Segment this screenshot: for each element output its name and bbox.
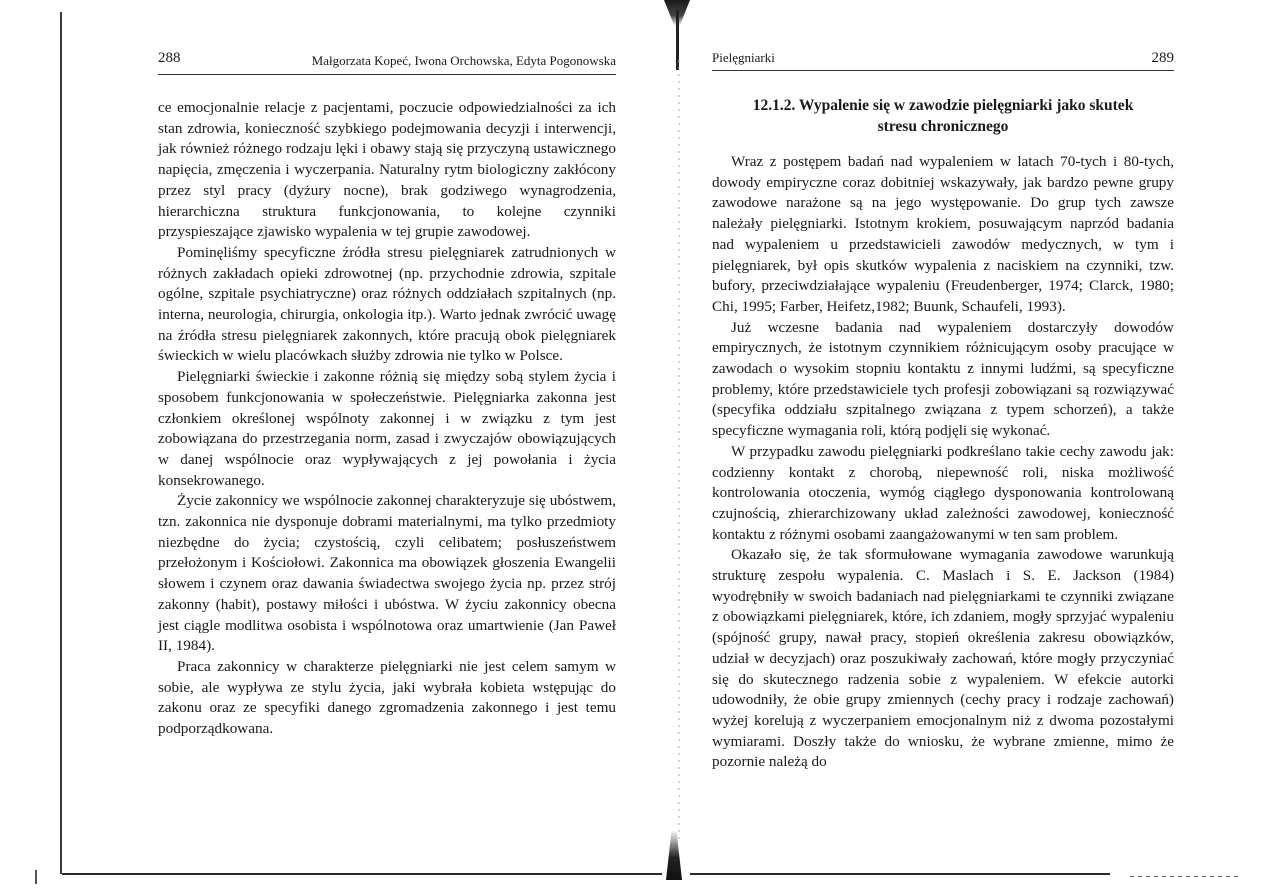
right-paragraph-2: Już wczesne badania nad wypaleniem dostarczyły dowodów empirycznych, że istotnym czynnikiem różnicującym osoby pracujące w zawodach o wysokim stopniu kontaktu z innymi ludźmi, są specyficzne problemy, które przedstawiciele tych profesji zobowiązani są rozwiązywać (specyfika oddziału szpitalnego związana z typem schorzeń), a także specyficzne wymagania roli, którą podjęli się wykonać. — [712, 318, 1174, 440]
left-page-header — [158, 50, 616, 75]
gutter-speckle — [678, 60, 680, 840]
right-page-number: 289 — [1151, 50, 1174, 66]
right-paragraph-4: Okazało się, że tak sformułowane wymagania zawodowe warunkują strukturę zespołu wypalenia. C. Maslach i S. E. Jackson (1984) wyodrębniły w swoich badaniach nad pielęgniarkami te czynniki związane z obowiązkami pielęgniarek, które, ich zdaniem, mogły sprzyjać wypaleniu (spójność grupy, nawał pracy, stopień określenia zakresu obowiązków, udział w decyzjach) oraz poszukiwały zachowań, które mogły przyczyniać się do skutecznego radzenia sobie z wypaleniem. W efekcie autorki udowodniły, że obie grupy zmiennych (cechy pracy i rodzaje zachowań) wyżej korelują z wyczerpaniem emocjonalnym niż z dwoma pozostałymi wymiarami. Doszły także do wniosku, że wybrane zmienne, mimo że pozornie należą do — [712, 546, 1174, 771]
right-paragraph-1: Wraz z postępem badań nad wypaleniem w latach 70-tych i 80-tych, dowody empiryczne coraz dobitniej wskazywały, jak bardzo pewne grupy zawodowe narażone są na jego występowanie. Do grup tych zawsze należały pielęgniarki. Istotnym krokiem, posuwającym naprzód badania nad wypaleniem u przedstawicieli zawodów medycznych, w tym i pielęgniarek, był opis skutków wypalenia z naciskiem na czynniki, tzw. bufory, przeciwdziałające wypaleniu (Freudenberger, 1974; Clarck, 1980; Chi, 1995; Farber, Heifetz,1982; Buunk, Schaufeli, 1993). — [712, 153, 1174, 315]
scan-bottom-edge-right — [690, 873, 1110, 875]
left-paragraph-4: Życie zakonnicy we wspólnocie zakonnej charakteryzuje się ubóstwem, tzn. zakonnica nie dysponuje dobrami materialnymi, ma tylko przedmioty niezbędne do życia; czystością, czyli celibatem; posłuszeństwem przełożonym i Kościołowi. Zakonnica ma obowiązek głoszenia Ewangelii słowem i czynem oraz dawania świadectwa swojego życia np. przez strój zakonny (habit), postawy miłości i ubóstwa. W życiu zakonnicy obecna jest ciągle modlitwa osobista i wspólnotowa oraz umartwienie (Jan Paweł II, 1984). — [158, 492, 616, 655]
left-page-number: 288 — [158, 50, 181, 66]
right-page-body — [712, 152, 1174, 773]
scan-bottom-edge-left — [62, 873, 662, 875]
right-page-header — [712, 50, 1174, 71]
left-paragraph-1: ce emocjonalnie relacje z pacjentami, poczucie odpowiedzialności za ich stan zdrowia, konieczność szybkiego podejmowania decyzji i interwencji, jak również różnego rodzaju lęki i obawy stają się przyczyną ustawicznego napięcia, zmęczenia i wyczerpania. Naturalny rytm biologiczny zakłócony przez styl pracy (dyżury nocne), brak godziwego wynagrodzenia, hierarchiczna struktura funkcjonowania, to kolejne czynniki przyspieszające zjawisko wypalenia w tej grupie zawodowej. — [158, 99, 616, 241]
left-paragraph-2: Pominęliśmy specyficzne źródła stresu pielęgniarek zatrudnionych w różnych zakładach opieki zdrowotnej (np. przychodnie zdrowia, szpitale ogólne, szpitale psychiatryczne) oraz różnych oddziałach szpitalnych (np. interna, neurologia, chirurgia, onkologia itp.). Warto jednak zwrócić uwagę na źródła stresu pielęgniarek zakonnych, które pracują obok pielęgniarek świeckich w wielu placówkach służby zdrowia nie tylko w Polsce. — [158, 243, 616, 365]
left-running-head: Małgorzata Kopeć, Iwona Orchowska, Edyta Pogonowska — [311, 53, 616, 68]
page-edge-mark — [35, 870, 37, 884]
scan-bottom-dash — [1130, 876, 1238, 877]
right-paragraph-3: W przypadku zawodu pielęgniarki podkreślano takie cechy zawodu jak: codzienny kontakt z chorobą, niepewność roli, niska możliwość kontrolowania otoczenia, wymóg ciągłego dysponowania kontrolowaną czujnością, zhierarchizowany układ zależności zawodowej, konieczność kontaktu z różnymi osobami zaangażowanymi w ten sam problem. — [712, 442, 1174, 543]
left-paragraph-3: Pielęgniarki świeckie i zakonne różnią się między sobą stylem życia i sposobem funkcjonowania w społeczeństwie. Pielęgniarka zakonna jest członkiem określonej wspólnoty zakonnej i w związku z tym jest zobowiązana do przestrzegania norm, zasad i zwyczajów obowiązujących w danej wspólnocie oraz wypływających z jej powołania i życia konsekrowanego. — [158, 368, 616, 489]
section-heading-line-2: stresu chronicznego — [877, 118, 1009, 135]
section-heading-line-1: 12.1.2. Wypalenie się w zawodzie pielęgniarki jako skutek — [752, 97, 1134, 114]
section-heading — [712, 95, 1174, 137]
right-running-head: Pielęgniarki — [712, 50, 775, 65]
left-paragraph-5: Praca zakonnicy w charakterze pielęgniarki nie jest celem samym w sobie, ale wypływa ze stylu życia, jaki wybrała kobieta wstępując do zakonu oraz ze specyfiki danego zgromadzenia zakonnego i jest temu podporządkowana. — [158, 657, 616, 738]
left-page-body — [158, 98, 616, 740]
page-edge-shadow — [60, 12, 62, 874]
